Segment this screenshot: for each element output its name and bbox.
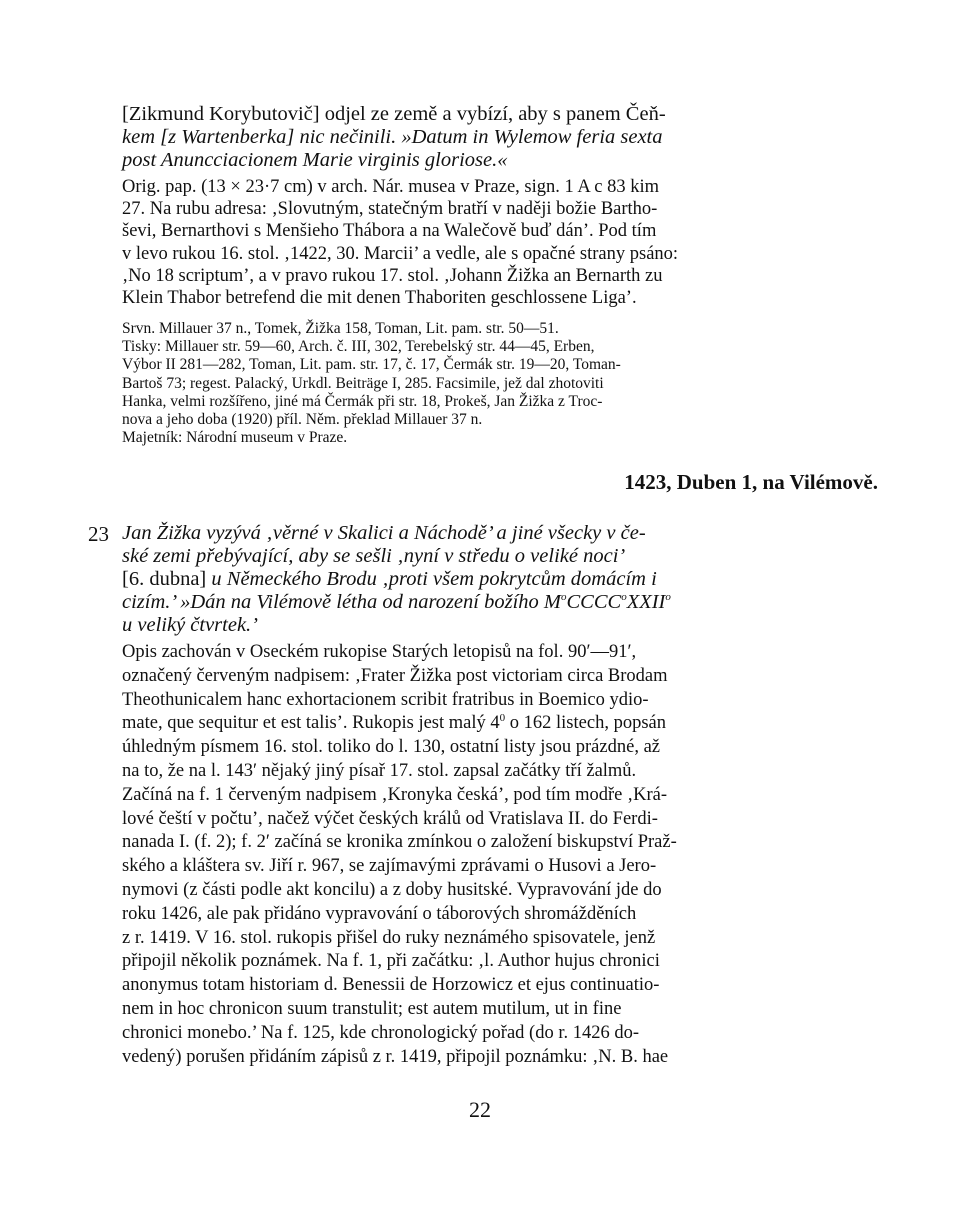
body-line: anonymus totam historiam d. Benessii de Horzowicz et ejus continuatio- (122, 975, 660, 996)
summary-date: [6. dubna] (122, 568, 207, 590)
superscript: 0 (499, 712, 506, 725)
body-line: připojil několik poznámek. Na f. 1, při začátku: ‚l. Author hujus chronici (122, 951, 660, 972)
body-line (122, 712, 880, 736)
prev-summary-line: post Anuncciacionem Marie virginis gloriose.« (122, 149, 508, 171)
reference-line: Hanka, velmi rozšířeno, jiné má Čermák při str. 18, Prokeš, Jan Žižka z Troc- (122, 392, 603, 410)
body-line: nanada I. (f. 2); f. 2′ začíná se kronika zmínkou o založení biskupství Praž- (122, 832, 677, 853)
body-line: ského a kláštera sv. Jiří r. 967, se zajímavými zprávami o Husovi a Jero- (122, 856, 657, 877)
reference-line: Bartoš 73; regest. Palacký, Urkdl. Beiträge I, 285. Facsimile, jež dal zhotoviti (122, 374, 604, 392)
body-line: z r. 1419. V 16. stol. rukopis přišel do ruky neznámého spisovatele, jenž (122, 927, 656, 948)
reference-line: Výbor II 281—282, Toman, Lit. pam. str. 17, č. 17, Čermák str. 19—20, Toman- (122, 356, 621, 374)
page-number: 22 (469, 1097, 491, 1122)
summary-year-part: XXII (626, 591, 666, 613)
superscript: o (621, 591, 627, 604)
note-line: v levo rukou 16. stol. ‚1422, 30. Marcii’ a vedle, ale s opačné strany psáno: (122, 243, 679, 264)
body-line: Začíná na f. 1 červeným nadpisem ‚Kronyka česká’, pod tím modře ‚Krá- (122, 784, 668, 805)
note-line: Orig. pap. (13 × 23·7 cm) v arch. Nár. musea v Praze, sign. 1 A c 83 kim (122, 177, 660, 197)
summary-line: Jan Žižka vyzývá ‚věrné v Skalici a Náchodě’ a jiné všecky v če- (122, 522, 646, 544)
prev-references (122, 320, 880, 447)
prev-summary-line: kem [z Wartenberka] nic nečinili. »Datum in Wylemow feria sexta (122, 126, 663, 148)
doc-summary (122, 522, 880, 637)
summary-text: u Německého Brodu ‚proti všem pokrytcům domácím i (211, 568, 657, 590)
body-line: na to, že na l. 143′ nějaký jiný písař 17. stol. zapsal začátky tří žalmů. (122, 760, 637, 781)
owner-line: Majetník: Národní museum v Praze. (122, 429, 348, 447)
body-line: chronici monebo.’ Na f. 125, kde chronologický pořad (do r. 1426 do- (122, 1022, 640, 1043)
reference-line: nova a jeho doba (1920) příl. Něm. překlad Millauer 37 n. (122, 411, 483, 429)
body-line: Theothunicalem hanc exhortacionem scribit fratribus in Boemico ydio- (122, 689, 649, 710)
body-line: úhledným písmem 16. stol. toliko do l. 130, ostatní listy jsou prázdné, až (122, 737, 660, 758)
summary-year-part: CCCC (566, 591, 622, 613)
summary-line: u veliký čtvrtek.’ (122, 614, 259, 636)
doc-body (122, 641, 880, 1069)
body-line: nymovi (z části podle akt koncilu) a z doby husitské. Vypravování jde do (122, 879, 662, 900)
reference-line: Tisky: Millauer str. 59—60, Arch. č. III, 302, Terebelský str. 44—45, Erben, (122, 338, 595, 356)
summary-line (122, 591, 880, 614)
date-place-heading: 1423, Duben 1, na Vilémově. (624, 470, 878, 494)
document-number: 23 (88, 522, 109, 546)
body-text: mate, que sequitur et est talis’. Rukopis jest malý 4 (122, 713, 500, 734)
summary-text: cizím.’ »Dán na Vilémově létha od narození božího M (122, 591, 561, 613)
body-line: lové čeští v počtu’, načež výčet českých králů od Vratislava II. do Ferdi- (122, 808, 658, 829)
prev-archival-note (122, 176, 880, 309)
body-line: vedený) porušen přidáním zápisů z r. 1419, připojil poznámku: ‚N. B. hae (122, 1046, 669, 1067)
body-line: nem in hoc chronicon suum transtulit; est autem mutilum, ut in fine (122, 998, 622, 1019)
note-line: ‚No 18 scriptum’, a v pravo rukou 17. stol. ‚Johann Žižka an Bernarth zu (122, 265, 663, 286)
note-line: Klein Thabor betrefend die mit denen Thaboriten geschlossene Liga’. (122, 288, 637, 309)
superscript: o (560, 591, 567, 604)
superscript: o (665, 591, 671, 604)
note-line: ševi, Bernarthovi s Menšieho Thábora a na Walečově buď dán’. Pod tím (122, 221, 657, 242)
prev-summary-line: [Zikmund Korybutovič] odjel ze země a vybízí, aby s panem Čeň- (122, 103, 666, 125)
body-text: o 162 listech, popsán (505, 713, 666, 734)
prev-summary (122, 103, 880, 172)
note-line: 27. Na rubu adresa: ‚Slovutným, statečným bratří v naději božie Bartho- (122, 199, 658, 220)
reference-line: Srvn. Millauer 37 n., Tomek, Žižka 158, Toman, Lit. pam. str. 50—51. (122, 320, 559, 337)
body-line: označený červeným nadpisem: ‚Frater Žižka post victoriam circa Brodam (122, 665, 668, 686)
summary-line: ské zemi přebývající, aby se sešli ‚nyní v středu o veliké noci’ (122, 545, 626, 567)
body-line: roku 1426, ale pak přidáno vypravování o táborových shromážděních (122, 903, 637, 924)
summary-line (122, 568, 880, 591)
body-line: Opis zachován v Oseckém rukopise Starých letopisů na fol. 90′—91′, (122, 642, 637, 662)
